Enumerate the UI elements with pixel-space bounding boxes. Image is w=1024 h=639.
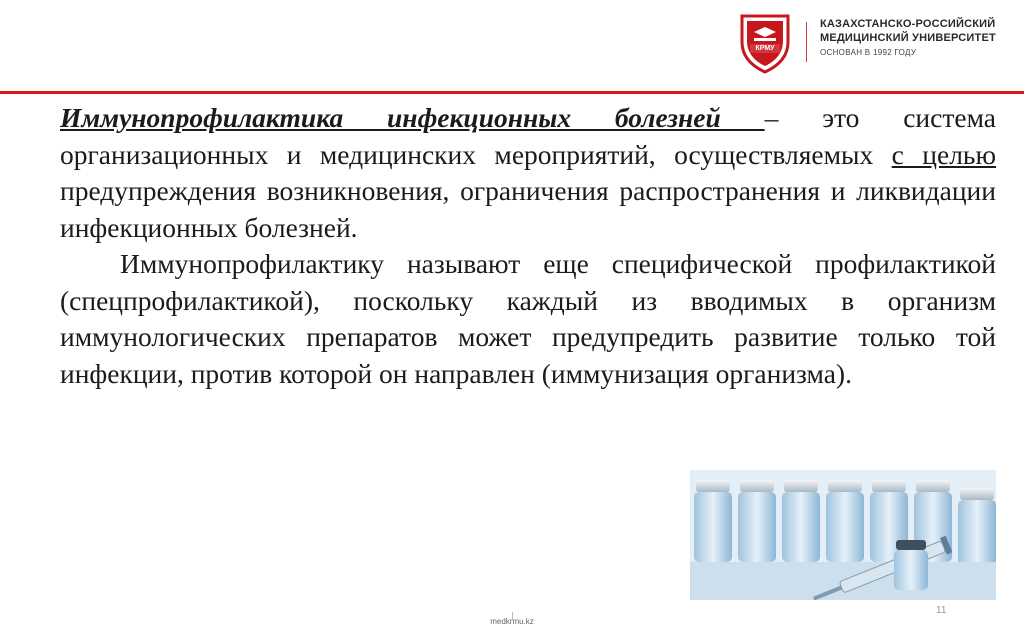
header-red-line [0,91,1024,94]
footer-url: medkrmu.kz [490,617,534,626]
header-divider [806,22,807,62]
defined-term: Иммунопрофилактика инфекционных болезней [60,102,765,133]
slide-header [0,0,1024,92]
definition-text-2: предупреждения возникновения, ограничения распространения и ликвидации инфекционных болезней. [60,175,996,243]
university-logo [730,12,800,74]
shield-logo-icon [730,12,800,74]
page-number: 11 [936,605,947,616]
logo-abbreviation: КРМУ [755,45,775,52]
slide-body [60,100,996,392]
university-name [820,17,1015,45]
founded-caption: ОСНОВАН В 1992 ГОДУ [820,48,917,57]
vaccine-vials-image [690,470,996,600]
explanation-text: Иммунопрофилактику называют еще специфической профилактикой (спецпрофилактикой), поскольку каждый из вводимых в организм иммунологических препаратов может предупредить развитие только той инфекции, против которой он направлен (иммунизация организма). [60,248,996,389]
definition-paragraph [60,100,996,246]
definition-dash: – это [764,102,860,133]
university-name-line1: КАЗАХСТАНСКО-РОССИЙСКИЙ [820,18,996,30]
definition-underlined: с целью [891,138,997,170]
university-name-line2: МЕДИЦИНСКИЙ УНИВЕРСИТЕТ [820,32,996,44]
definition-text-1: система организационных и медицинских мероприятий, осуществляемых [60,102,996,170]
explanation-paragraph [60,246,996,392]
vials-photo [690,470,996,600]
